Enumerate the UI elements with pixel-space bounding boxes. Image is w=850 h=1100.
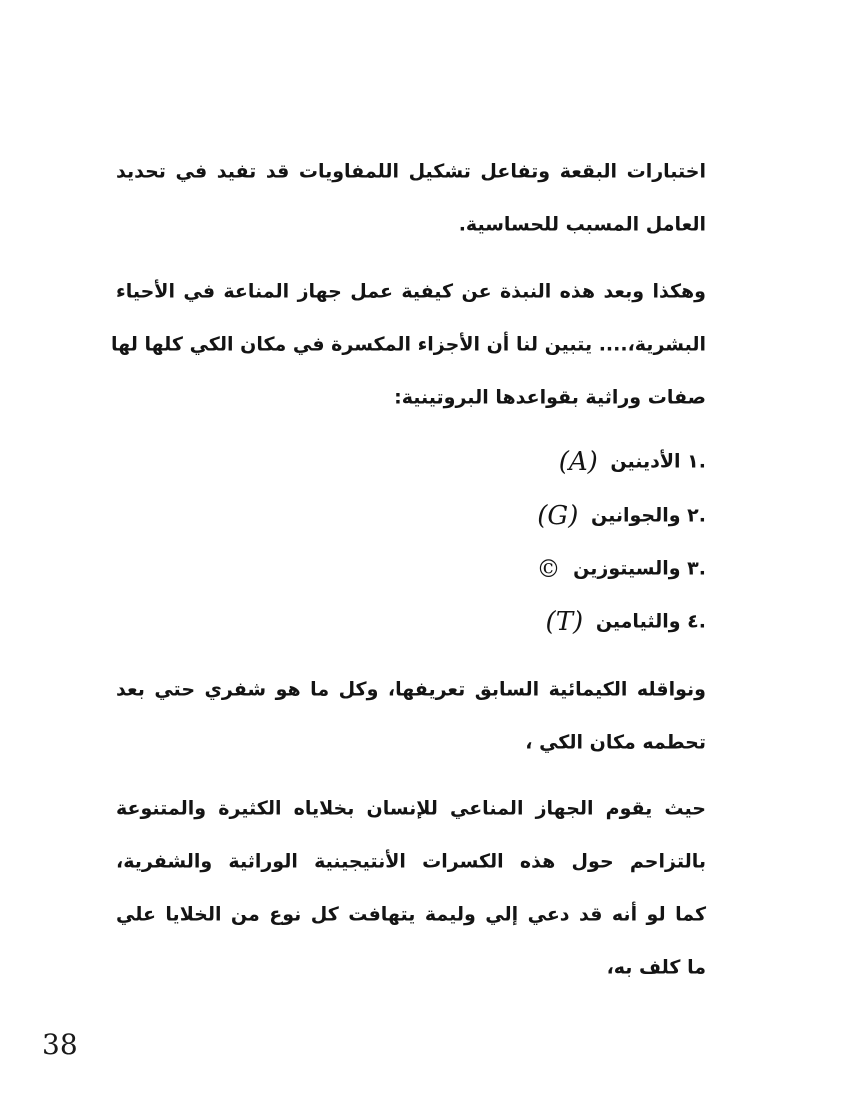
list-text: والسيتوزين — [573, 557, 681, 580]
list-symbol: © — [536, 555, 561, 583]
list-text: والثيامين — [595, 610, 681, 633]
list-number: ٤. — [687, 610, 706, 633]
page-number: 38 — [42, 1028, 78, 1061]
list-symbol: (G) — [537, 501, 579, 531]
list-number: ٢. — [687, 504, 706, 527]
list-number: ١. — [687, 450, 706, 473]
list-number: ٣. — [687, 557, 706, 580]
list-symbol: (A) — [558, 447, 598, 477]
list-text: الأدينين — [610, 450, 681, 473]
list-text: والجوانين — [590, 504, 681, 527]
list-symbol: (T) — [545, 607, 584, 637]
